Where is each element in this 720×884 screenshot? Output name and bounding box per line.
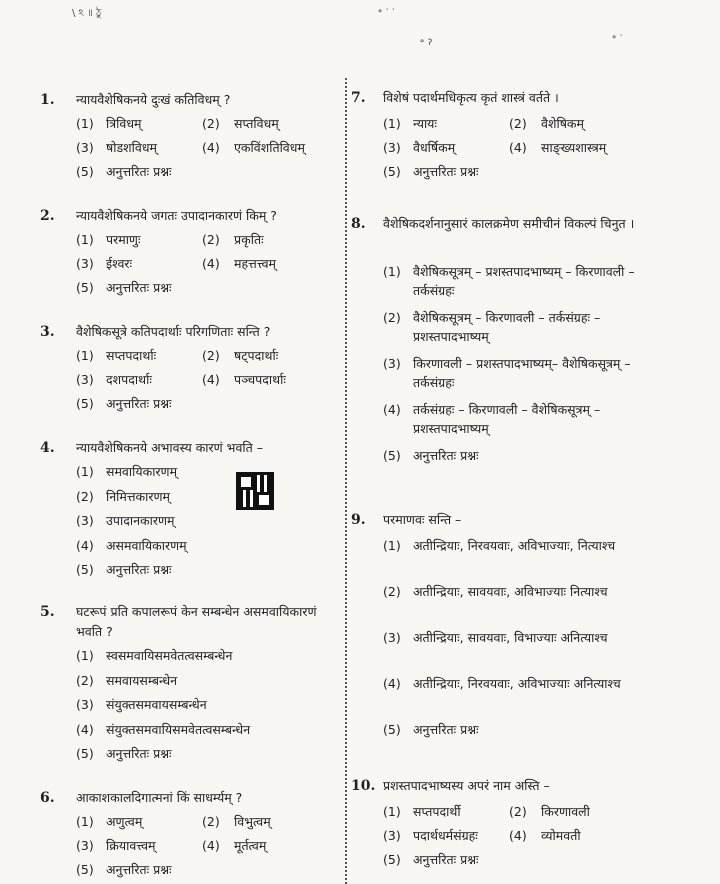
left-column [0,0,345,884]
question-text: न्यायवैशेषिकनये दुःखं कतिविधम् ? [76,92,231,107]
question-text: विशेषं पदार्थमधिकृत्य कृतं शास्त्रं वर्तते । [383,90,559,105]
question-text: आकाशकालदिगात्मनां किं साधर्म्यम् ? [76,790,243,805]
option-text[interactable]: अणुत्वम् [106,814,143,829]
option-number[interactable]: (3) [383,356,401,371]
option-number[interactable]: (4) [383,402,401,417]
option-row [76,695,338,714]
option-number[interactable]: (3) [76,140,94,155]
option-text[interactable]: पदार्थधर्मसंग्रहः [413,828,478,843]
option-text[interactable]: वैशेषिकम् [541,116,584,131]
option-number[interactable]: (4) [76,721,94,737]
option-text[interactable]: किरणावली [541,804,590,819]
option-text[interactable]: सप्तपदार्थाः [106,348,157,363]
option-text[interactable]: अनुत्तरितः प्रश्नः [413,448,479,463]
option-text[interactable]: अनुत्तरितः प्रश्नः [413,852,479,867]
option-text[interactable]: साङ्ख्यशास्त्रम् [541,140,607,155]
option-row [76,812,338,831]
option-row [76,511,338,530]
option-text[interactable]: षोडशविधम् [106,140,158,155]
option-text[interactable]: अतीन्द्रियाः, निरवयवाः, अविभाज्याः अनित्याश्च [413,676,621,691]
question-number: 2. [40,208,55,224]
option-row [76,487,338,506]
option-number[interactable]: (3) [76,372,94,387]
question-number: 8. [351,216,366,232]
option-text[interactable]: समवायिकारणम् [106,464,178,479]
option-text[interactable]: अनुत्तरितः प्रश्नः [413,164,479,179]
option-text[interactable]: त्रिविधम् [106,116,142,131]
option-row [76,744,338,763]
question-number: 9. [351,512,366,528]
option-row [383,536,647,555]
question-text: न्यायवैशेषिकनये जगतः उपादानकारणं किम् ? [76,208,277,223]
question-number: 4. [40,440,55,456]
option-number[interactable]: (3) [383,140,401,155]
option-row [76,836,338,855]
option-number[interactable]: (1) [383,538,401,553]
option-number[interactable]: (1) [383,804,401,819]
option-row [383,308,647,346]
option-number[interactable]: (2) [76,488,94,504]
question-number: 7. [351,90,366,106]
option-text[interactable]: अनुत्तरितः प्रश्नः [106,562,172,578]
option-text[interactable]: तर्कसंग्रहः – किरणावली – वैशेषिकसूत्रम् – प्रशस्तपादभाष्यम् [413,402,601,436]
option-text[interactable]: अतीन्द्रियाः, निरवयवाः, अविभाज्याः, नित्याश्च [413,538,616,553]
scan-specks-1: \ ঽ ॥ ঠু [72,8,102,19]
option-text[interactable]: संयुक्तसमवायसम्बन्धेन [106,697,207,713]
option-row [76,114,338,133]
option-row [76,162,338,181]
option-number[interactable]: (1) [76,648,94,663]
option-row [383,262,647,300]
question-number: 5. [40,604,55,620]
option-number[interactable]: (2) [76,672,94,688]
option-text[interactable]: महत्तत्त्वम् [234,256,277,271]
option-text[interactable]: अतीन्द्रियाः, सावयवाः, अविभाज्याः नित्याश्च [413,584,608,599]
option-number[interactable]: (1) [76,348,94,363]
option-number[interactable]: (3) [76,513,94,529]
option-row [76,462,338,481]
scan-specks-3: ॰ ॽ [420,37,433,48]
option-text[interactable]: अनुत्तरितः प्रश्नः [106,280,172,295]
option-number[interactable]: (1) [383,264,401,279]
option-number[interactable]: (5) [76,562,94,578]
option-number[interactable]: (1) [383,116,401,131]
option-text[interactable]: दशपदार्थाः [106,372,152,387]
option-row [76,230,338,249]
option-number[interactable]: (5) [76,862,94,877]
option-row [383,674,647,693]
option-row [383,582,647,601]
option-number[interactable]: (1) [76,464,94,479]
question-number: 6. [40,790,55,806]
option-row [383,162,647,181]
option-row [76,860,338,879]
option-text[interactable]: व्योमवती [541,828,581,843]
option-row [76,370,338,389]
option-number[interactable]: (5) [383,852,401,867]
option-number[interactable]: (5) [383,722,401,737]
option-text[interactable]: अनुत्तरितः प्रश्नः [106,164,172,179]
option-number[interactable]: (2) [202,232,220,247]
option-text[interactable]: समवायसम्बन्धेन [106,672,178,688]
option-text[interactable]: परमाणुः [106,232,141,247]
question-text: घटरूपं प्रति कपालरूपं केन सम्बन्धेन असमवायिकारणं भवति ? [76,604,317,639]
option-row [383,114,647,133]
option-number[interactable]: (4) [76,537,94,553]
option-number[interactable]: (3) [76,256,94,271]
option-row [76,646,338,665]
option-text[interactable]: क्रियावत्त्वम् [106,838,156,853]
option-row [383,628,647,647]
option-row [76,536,338,555]
option-row [76,346,338,365]
option-text[interactable]: अनुत्तरितः प्रश्नः [413,722,479,737]
option-row [383,138,647,157]
option-number[interactable]: (3) [383,630,401,645]
option-number[interactable]: (5) [383,164,401,179]
option-text[interactable]: वैशेषिकसूत्रम् – प्रशस्तपादभाष्यम् – किरणावली – तर्कसंग्रहः [413,264,635,298]
option-number[interactable]: (2) [509,116,527,131]
option-number[interactable]: (4) [383,676,401,691]
option-text[interactable]: किरणावली – प्रशस्तपादभाष्यम्– वैशेषिकसूत्रम् – तर्कसंग्रहः [413,356,631,390]
option-number[interactable]: (1) [76,232,94,247]
option-number[interactable]: (5) [76,280,94,295]
option-row [76,278,338,297]
option-row [383,720,647,739]
option-text[interactable]: न्यायः [413,116,437,131]
option-number[interactable]: (4) [202,256,220,271]
option-row [76,254,338,273]
option-number[interactable]: (2) [383,584,401,599]
option-row [383,400,647,438]
question-text: प्रशस्तपादभाष्यस्य अपरं नाम अस्ति – [383,778,550,793]
option-row [383,826,647,845]
option-row [383,802,647,821]
option-text[interactable]: मूर्तत्वम् [234,838,267,853]
option-text[interactable]: पञ्चपदार्थाः [234,372,286,387]
option-number[interactable]: (4) [509,828,527,843]
qr-code-icon [236,472,274,510]
right-column [345,0,720,884]
option-number[interactable]: (3) [76,838,94,853]
option-text[interactable]: एकविंशतिविधम् [234,140,305,155]
option-row [76,394,338,413]
option-row [76,671,338,690]
option-text[interactable]: अनुत्तरितः प्रश्नः [106,396,172,411]
option-number[interactable]: (4) [202,140,220,155]
option-text[interactable]: प्रकृतिः [234,232,264,247]
option-row [76,560,338,579]
option-text[interactable]: सप्तपदार्थी [413,804,461,819]
option-row [76,720,338,739]
option-number[interactable]: (2) [202,814,220,829]
option-number[interactable]: (3) [383,828,401,843]
option-number[interactable]: (5) [76,396,94,411]
question-number: 10. [351,778,376,794]
question-text: न्यायवैशेषिकनये अभावस्य कारणं भवति – [76,440,263,455]
option-text[interactable]: सप्तविधम् [234,116,279,131]
option-row [383,446,647,465]
option-text[interactable]: वैधर्षिकम् [413,140,456,155]
option-row [383,850,647,869]
question-number: 3. [40,324,55,340]
option-text[interactable]: वैशेषिकसूत्रम् – किरणावली – तर्कसंग्रहः – प्रशस्तपादभाष्यम् [413,310,601,344]
option-text[interactable]: षट्पदार्थाः [234,348,279,363]
option-number[interactable]: (4) [509,140,527,155]
option-number[interactable]: (2) [202,348,220,363]
option-number[interactable]: (4) [202,838,220,853]
option-text[interactable]: उपादानकारणम् [106,513,175,529]
option-text[interactable]: ईश्वरः [106,256,133,271]
scan-specks-4: ॰ ॱ [612,33,623,44]
option-number[interactable]: (5) [383,448,401,463]
question-text: वैशेषिकसूत्रे कतिपदार्थाः परिगणिताः सन्ति ? [76,324,271,339]
option-number[interactable]: (1) [76,116,94,131]
option-text[interactable]: अतीन्द्रियाः, सावयवाः, विभाज्याः अनित्याश्च [413,630,608,645]
option-number[interactable]: (2) [202,116,220,131]
option-number[interactable]: (3) [76,697,94,713]
scan-specks-2: ॰ ॱ ॱ [378,7,395,18]
option-number[interactable]: (5) [76,164,94,179]
option-text[interactable]: विभुत्वम् [234,814,271,829]
option-number[interactable]: (5) [76,746,94,762]
question-text: परमाणवः सन्ति – [383,512,462,527]
option-text[interactable]: असमवायिकारणम् [106,537,187,553]
option-row [383,354,647,392]
option-number[interactable]: (1) [76,814,94,829]
question-number: 1. [40,92,55,108]
option-text[interactable]: निमित्तकारणम् [106,488,170,504]
option-number[interactable]: (4) [202,372,220,387]
option-number[interactable]: (2) [509,804,527,819]
option-text[interactable]: स्वसमवायिसमवेतत्वसम्बन्धेन [106,648,233,663]
option-row [76,138,338,157]
option-number[interactable]: (2) [383,310,401,325]
option-text[interactable]: संयुक्तसमवायिसमवेतत्वसम्बन्धेन [106,721,251,737]
option-text[interactable]: अनुत्तरितः प्रश्नः [106,862,172,877]
question-text: वैशेषिकदर्शनानुसारं कालक्रमेण समीचीनं विकल्पं चिनुत । [383,216,635,231]
option-text[interactable]: अनुत्तरितः प्रश्नः [106,746,172,762]
